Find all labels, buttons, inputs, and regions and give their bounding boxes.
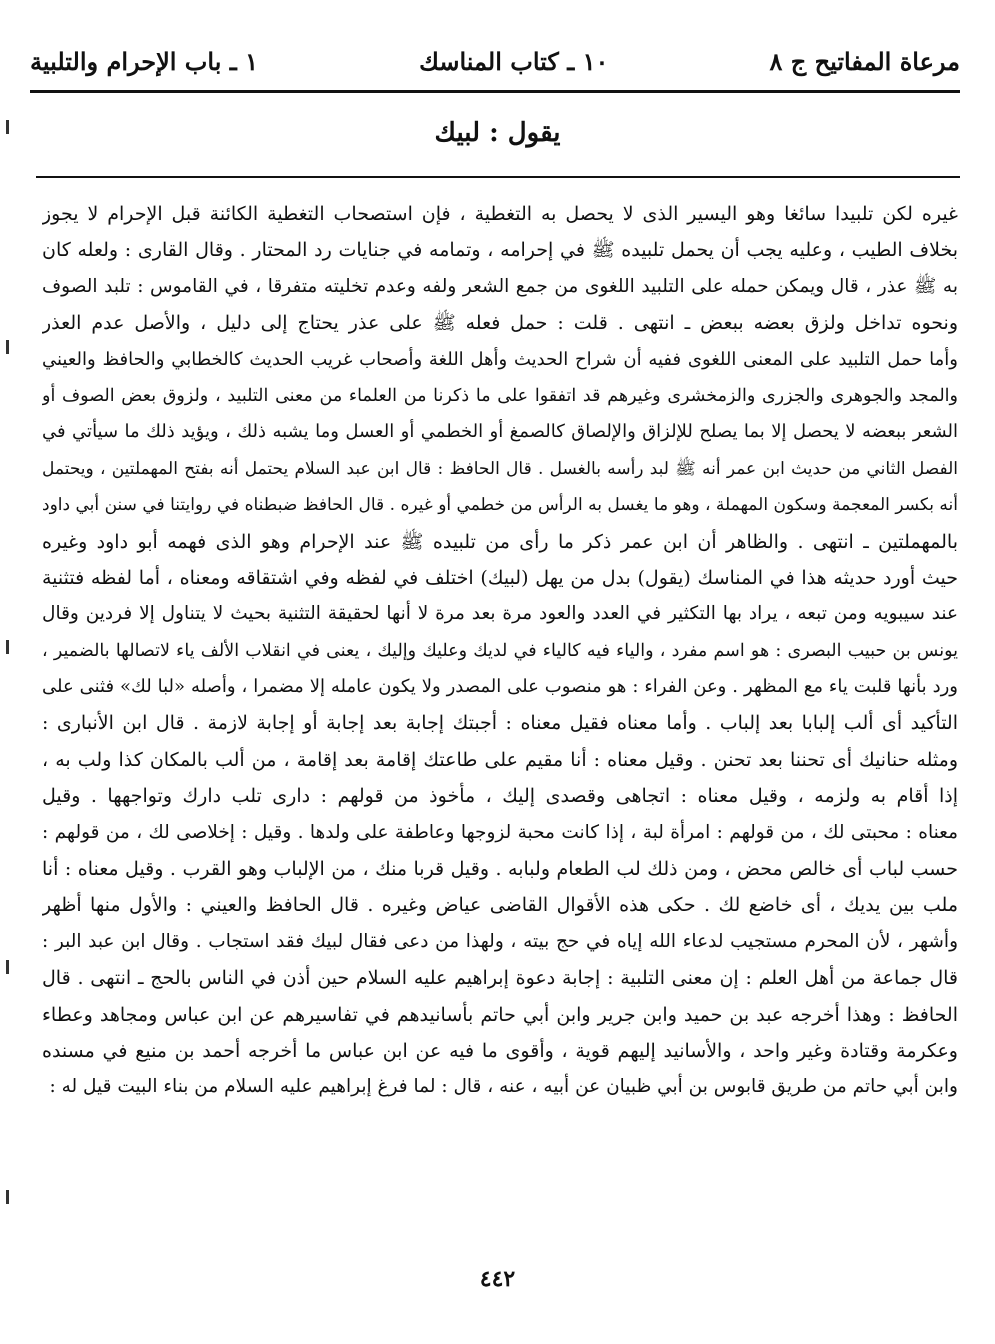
text-line: حسب لباب أى خالص محض ، ومن ذلك لب الطعام ولبابه . وقيل قربا منك ، من الإلباب وهو القرب . وقيل معناه : أنا — [42, 858, 958, 881]
text-line: معناه : محبتى لك ، من قولهم : امرأة لبة ، إذا كانت محبة لزوجها وعاطفة على ولدها . وقيل : إخلاصى لك ، من قولهم : — [42, 821, 958, 843]
text-line: قال جماعة من أهل العلم : إن معنى التلبية : إجابة دعوة إبراهيم عليه السلام حين أذن في الناس بالحج ـ انتهى . قال — [42, 967, 958, 990]
text-line: عند سيبويه ومن تبعه ، يراد بها التكثير في العدد والعود مرة بعد مرة لا أنها لحقيقة التثنية بحيث لا يتناول إلا فردين وقال — [42, 603, 958, 625]
text-line: التأكيد أى ألب إلبابا بعد إلباب . وأما معناه فقيل معناه : أجبتك إجابة بعد إجابة أو إجابة لازمة . قال ابن الأنبارى : — [42, 712, 958, 735]
text-line: الفصل الثاني من حديث ابن عمر أنه ﷺ لبد رأسه بالغسل . قال الحافظ : قال ابن عبد السلام يحتمل أنه بفتح المهملتين ، ويحتمل — [42, 458, 958, 479]
header-section-title: ١٠ ـ كتاب المناسك — [419, 46, 609, 76]
text-line: ونحوه تداخل ولزق بعضه ببعض ـ انتهى . قلت : حمل فعله ﷺ على عذر يحتاج إلى دليل ، والأصل عدم العذر — [42, 312, 958, 335]
text-line: بخلاف الطيب ، وعليه يجب أن يحمل تلبيده ﷺ في إحرامه ، وتمامه في جنايات رد المحتار . وقال القارى : ولعله كان — [42, 239, 958, 262]
scan-margin-mark — [6, 960, 9, 974]
text-line: الحافظ : وهذا أخرجه عبد بن حميد وابن جرير وابن أبي حاتم بأسانيدهم في تفاسيرهم عن ابن عباس ومجاهد وعطاء — [42, 1003, 958, 1026]
text-line: وعكرمة وقتادة وغير واحد ، والأسانيد إليهم قوية ، وأقوى ما فيه عن ابن عباس ما أخرجه أحمد بن منيع في مسنده — [42, 1039, 958, 1062]
scan-margin-mark — [6, 120, 9, 134]
scan-margin-mark — [6, 640, 9, 654]
commentary-text — [42, 196, 958, 1106]
quote-divider — [36, 176, 960, 178]
scan-margin-mark — [6, 1190, 9, 1204]
text-line: وابن أبي حاتم من طريق قابوس بن أبي ظبيان عن أبيه ، عنه ، قال : لما فرغ إبراهيم عليه السلام من بناء البيت قيل له : — [49, 1076, 958, 1098]
hadith-quote-heading: يقول : لبيك — [434, 118, 561, 148]
text-line: يونس بن حبيب البصرى : هو اسم مفرد ، والياء فيه كالياء في لديك وعليك وإليك ، يعنى في انقلاب الألف ياء لاتصالها بالضمير ، — [42, 640, 958, 661]
text-line: إذا أقام به ولزمه ، وقيل معناه : اتجاهى وقصدى إليك ، مأخوذ من قولهم : دارى تلب دارك وتواجهها . وقيل — [42, 785, 958, 808]
scan-margin-mark — [6, 340, 9, 354]
text-line: أنه بكسر المعجمة وسكون المهملة ، وهو ما يغسل به الرأس من خطمي أو غيره . قال الحافظ ضبطناه في روايتنا في سنن أبي داود — [42, 495, 958, 516]
text-line: والمجد والجوهرى والجزرى والزمخشرى وغيرهم قد اتفقوا على ما ذكرنا من العلماء من معنى التلبيد ، ولزوق بعض الصوف أو — [42, 385, 958, 406]
header-chapter-title: ١ ـ باب الإحرام والتلبية — [30, 46, 258, 76]
page-number: ٤٤٢ — [479, 1266, 516, 1292]
text-line: ورد بأنها قلبت ياء مع المظهر . وعن الفراء : هو منصوب على المصدر ولا يكون عامله إلا مضمرا ، وأصله «لبا لك» فثنى على — [42, 676, 958, 698]
text-line: به ﷺ عذر ، قال ويمكن حمله على التلبيد اللغوى من جمع الشعر ولفه وعدم تخليته متفرقا ، في القاموس : تلبد الصوف — [42, 275, 958, 297]
text-line: ومثله حنانيك أى تحننا بعد تحنن . وقيل معناه : أنا مقيم على طاعتك إقامة بعد إقامة ، من ألب بالمكان كذا ولب به ، — [42, 748, 958, 771]
text-line: وأما حمل التلبيد على المعنى اللغوى ففيه أن شراح الحديث وأهل اللغة وأصحاب غريب الحديث كالخطابي والحافظ والعيني — [42, 348, 958, 370]
text-line: وأشهر ، لأن المحرم مستجيب لدعاء الله إياه في حج بيته ، ولهذا من دعى فقال لبيك فقد استجاب . وقال ابن عبد البر : — [42, 930, 958, 952]
text-line: غيره لكن تلبيدا سائغا وهو اليسير الذى لا يحصل به التغطية ، فإن استصحاب التغطية الكائنة قبل الإحرام لا يجوز — [42, 203, 958, 225]
text-line: حيث أورد حديثه هذا في المناسك (يقول) بدل من يهل (لبيك) اختلف في لفظه وفي اشتقاقه ومعناه ، أما لفظه فتثنية — [42, 566, 958, 589]
text-line: الشعر ببعضه لا يحصل إلا بما يصلح للإلزاق والإلصاق كالصمغ أو الخطمي أو العسل وما يشبه ذلك ، ويؤيد ذلك ما سيأتي في — [42, 421, 958, 443]
text-line: بالمهملتين ـ انتهى . والظاهر أن ابن عمر ذكر ما رأى من تلبيده ﷺ عند الإحرام وهو الذى فهمه أبو داود وغيره — [42, 530, 958, 553]
header-divider — [30, 90, 960, 93]
header-book-title: مرعاة المفاتيح ج ٨ — [769, 46, 960, 76]
text-line: ملب بين يديك ، أى خاضع لك . حكى هذه الأقوال القاضى عياض وغيره . قال الحافظ والعيني : والأول منها أظهر — [42, 894, 958, 917]
running-header — [30, 38, 960, 84]
